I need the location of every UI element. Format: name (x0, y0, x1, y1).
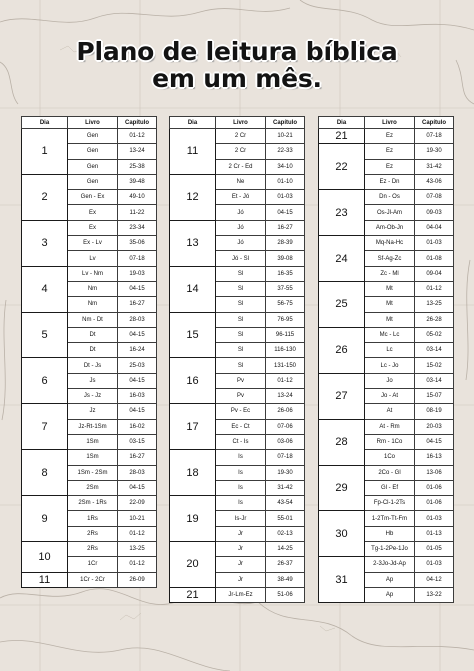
chapters-cell: 35-06 (118, 236, 157, 251)
chapters-cell: 01-08 (415, 251, 454, 266)
header-day: Dia (170, 117, 216, 129)
book-cell: 1Sm (68, 450, 118, 465)
chapters-cell: 28-03 (118, 465, 157, 480)
book-cell: Ez (365, 159, 415, 174)
book-cell: Sl (216, 343, 266, 358)
book-cell: Jó (216, 236, 266, 251)
book-cell: Et - Jó (216, 190, 266, 205)
chapters-cell: 26-06 (266, 404, 305, 419)
header-book: Livro (216, 117, 266, 129)
reading-row (22, 450, 157, 465)
chapters-cell: 23-34 (118, 220, 157, 235)
chapters-cell: 38-49 (266, 572, 305, 587)
reading-row (170, 312, 305, 327)
book-cell: Sl (216, 297, 266, 312)
reading-row (170, 129, 305, 144)
reading-row (319, 511, 454, 526)
chapters-cell: 04-15 (118, 480, 157, 495)
chapters-cell: 13-22 (415, 587, 454, 602)
book-cell: Jr (216, 572, 266, 587)
chapters-cell: 01-03 (415, 236, 454, 251)
book-cell: 1Sm (68, 434, 118, 449)
chapters-cell: 56-75 (266, 297, 305, 312)
chapters-cell: 22-09 (118, 496, 157, 511)
chapters-cell: 01-12 (415, 281, 454, 296)
reading-row (319, 557, 454, 572)
day-number: 21 (319, 129, 365, 144)
chapters-cell: 07-08 (415, 190, 454, 205)
book-cell: 1Cr - 2Cr (68, 572, 118, 587)
day-number: 10 (22, 542, 68, 573)
chapters-cell: 15-07 (415, 389, 454, 404)
chapters-cell: 76-95 (266, 312, 305, 327)
reading-row (319, 129, 454, 144)
book-cell: 2Rs (68, 526, 118, 541)
chapters-cell: 51-06 (266, 587, 305, 602)
reading-row (170, 450, 305, 465)
book-cell: At (365, 404, 415, 419)
chapters-cell: 39-08 (266, 251, 305, 266)
day-number: 28 (319, 419, 365, 465)
book-cell: 2Sm - 1Rs (68, 496, 118, 511)
book-cell: Gl - Ef (365, 480, 415, 495)
reading-table-3 (318, 116, 454, 603)
chapters-cell: 05-02 (415, 327, 454, 342)
day-number: 22 (319, 144, 365, 190)
reading-row (170, 496, 305, 511)
book-cell: Ec - Ct (216, 419, 266, 434)
chapters-cell: 10-21 (266, 129, 305, 144)
book-cell: Jo - At (365, 389, 415, 404)
day-number: 2 (22, 174, 68, 220)
book-cell: 1Co (365, 450, 415, 465)
chapters-cell: 04-15 (415, 434, 454, 449)
book-cell: At - Rm (365, 419, 415, 434)
chapters-cell: 16-27 (118, 450, 157, 465)
book-cell: Mt (365, 281, 415, 296)
chapters-cell: 131-150 (266, 358, 305, 373)
reading-row (319, 281, 454, 296)
reading-row (22, 404, 157, 419)
chapters-cell: 20-03 (415, 419, 454, 434)
page-title (0, 38, 474, 92)
header-book: Livro (365, 117, 415, 129)
header-chapters: Capítulo (118, 117, 157, 129)
book-cell: Gen (68, 159, 118, 174)
book-cell: Gen (68, 129, 118, 144)
book-cell: Sl (216, 327, 266, 342)
reading-row (319, 419, 454, 434)
chapters-cell: 07-06 (266, 419, 305, 434)
book-cell: Jó (216, 205, 266, 220)
day-number: 16 (170, 358, 216, 404)
reading-row (170, 358, 305, 373)
day-number: 24 (319, 236, 365, 282)
book-cell: Zc - Ml (365, 266, 415, 281)
book-cell: Gen (68, 144, 118, 159)
chapters-cell: 01-12 (266, 373, 305, 388)
chapters-cell: 28-39 (266, 236, 305, 251)
book-cell: 2-3Jo-Jd-Ap (365, 557, 415, 572)
book-cell: Gen (68, 174, 118, 189)
book-cell: Os-Jl-Am (365, 205, 415, 220)
day-number: 6 (22, 358, 68, 404)
book-cell: Sl (216, 281, 266, 296)
book-cell: Js - Jz (68, 389, 118, 404)
reading-table-1 (21, 116, 157, 588)
day-number: 4 (22, 266, 68, 312)
chapters-cell: 07-18 (118, 251, 157, 266)
title-line-1: Plano de leitura bíblica (76, 37, 398, 66)
book-cell: Rm - 1Co (365, 434, 415, 449)
book-cell: Pv (216, 389, 266, 404)
book-cell: Ex (68, 220, 118, 235)
book-cell: Is (216, 450, 266, 465)
chapters-cell: 49-10 (118, 190, 157, 205)
chapters-cell: 01-12 (118, 129, 157, 144)
book-cell: Tg-1-2Pe-1Jo (365, 542, 415, 557)
chapters-cell: 04-04 (415, 220, 454, 235)
day-number: 3 (22, 220, 68, 266)
book-cell: Js (68, 373, 118, 388)
chapters-cell: 03-14 (415, 343, 454, 358)
book-cell: Nm (68, 297, 118, 312)
reading-row (22, 312, 157, 327)
day-number: 1 (22, 129, 68, 175)
chapters-cell: 09-04 (415, 266, 454, 281)
chapters-cell: 19-30 (415, 144, 454, 159)
book-cell: Lc - Jo (365, 358, 415, 373)
book-cell: Is (216, 496, 266, 511)
day-number: 12 (170, 174, 216, 220)
chapters-cell: 09-03 (415, 205, 454, 220)
chapters-cell: 04-15 (266, 205, 305, 220)
reading-row (22, 174, 157, 189)
day-number: 13 (170, 220, 216, 266)
chapters-cell: 13-25 (415, 297, 454, 312)
book-cell: Sl (216, 312, 266, 327)
chapters-cell: 13-24 (118, 144, 157, 159)
book-cell: Dt - Js (68, 358, 118, 373)
chapters-cell: 37-55 (266, 281, 305, 296)
book-cell: Jz-Rt-1Sm (68, 419, 118, 434)
book-cell: 1Rs (68, 511, 118, 526)
book-cell: 2Co - Gl (365, 465, 415, 480)
book-cell: Hb (365, 526, 415, 541)
reading-row (22, 496, 157, 511)
day-number: 19 (170, 496, 216, 542)
chapters-cell: 116-130 (266, 343, 305, 358)
header-book: Livro (68, 117, 118, 129)
chapters-cell: 13-25 (118, 542, 157, 557)
chapters-cell: 02-13 (266, 526, 305, 541)
chapters-cell: 15-02 (415, 358, 454, 373)
book-cell: Dn - Os (365, 190, 415, 205)
book-cell: 2 Cr (216, 144, 266, 159)
book-cell: Mt (365, 297, 415, 312)
reading-row (319, 465, 454, 480)
book-cell: Jó - Sl (216, 251, 266, 266)
chapters-cell: 08-19 (415, 404, 454, 419)
chapters-cell: 16-02 (118, 419, 157, 434)
header-chapters: Capítulo (266, 117, 305, 129)
chapters-cell: 01-05 (415, 542, 454, 557)
day-number: 26 (319, 327, 365, 373)
chapters-cell: 16-35 (266, 266, 305, 281)
book-cell: Jr (216, 542, 266, 557)
book-cell: 1-2Tm-Tt-Fm (365, 511, 415, 526)
book-cell: Am-Ob-Jn (365, 220, 415, 235)
day-number: 17 (170, 404, 216, 450)
chapters-cell: 07-18 (415, 129, 454, 144)
title-line-2: em um mês. (152, 64, 322, 93)
day-number: 15 (170, 312, 216, 358)
book-cell: Ct - Is (216, 434, 266, 449)
book-cell: Pv (216, 373, 266, 388)
book-cell: Mq-Na-Hc (365, 236, 415, 251)
reading-row (170, 266, 305, 281)
chapters-cell: 11-22 (118, 205, 157, 220)
chapters-cell: 28-03 (118, 312, 157, 327)
reading-row (170, 587, 305, 602)
reading-row (22, 358, 157, 373)
chapters-cell: 01-13 (415, 526, 454, 541)
book-cell: Ap (365, 572, 415, 587)
reading-row (319, 373, 454, 388)
book-cell: Jr (216, 526, 266, 541)
day-number: 11 (22, 572, 68, 587)
chapters-cell: 43-54 (266, 496, 305, 511)
chapters-cell: 01-03 (266, 190, 305, 205)
book-cell: Nm - Dt (68, 312, 118, 327)
reading-row (319, 236, 454, 251)
chapters-cell: 31-42 (415, 159, 454, 174)
day-number: 27 (319, 373, 365, 419)
chapters-cell: 04-12 (415, 572, 454, 587)
reading-table-2 (169, 116, 305, 603)
book-cell: Is (216, 480, 266, 495)
reading-row (319, 144, 454, 159)
chapters-cell: 26-09 (118, 572, 157, 587)
reading-row (22, 542, 157, 557)
header-day: Dia (22, 117, 68, 129)
chapters-cell: 01-06 (415, 480, 454, 495)
book-cell: Jz (68, 404, 118, 419)
book-cell: Lc (365, 343, 415, 358)
reading-row (22, 220, 157, 235)
header-chapters: Capítulo (415, 117, 454, 129)
day-number: 21 (170, 587, 216, 602)
day-number: 20 (170, 542, 216, 588)
chapters-cell: 14-25 (266, 542, 305, 557)
book-cell: Is-Jr (216, 511, 266, 526)
chapters-cell: 19-03 (118, 266, 157, 281)
book-cell: Dt (68, 343, 118, 358)
book-cell: Sf-Ag-Zc (365, 251, 415, 266)
reading-row (170, 404, 305, 419)
chapters-cell: 13-24 (266, 389, 305, 404)
reading-row (170, 542, 305, 557)
chapters-cell: 34-10 (266, 159, 305, 174)
chapters-cell: 43-06 (415, 174, 454, 189)
book-cell: Mc - Lc (365, 327, 415, 342)
chapters-cell: 26-37 (266, 557, 305, 572)
book-cell: Jr-Lm-Ez (216, 587, 266, 602)
day-number: 14 (170, 266, 216, 312)
chapters-cell: 01-10 (266, 174, 305, 189)
chapters-cell: 07-18 (266, 450, 305, 465)
book-cell: Ex - Lv (68, 236, 118, 251)
book-cell: Dt (68, 327, 118, 342)
chapters-cell: 16-27 (118, 297, 157, 312)
reading-row (319, 327, 454, 342)
book-cell: Gen - Ex (68, 190, 118, 205)
book-cell: Lv - Nm (68, 266, 118, 281)
day-number: 9 (22, 496, 68, 542)
chapters-cell: 55-01 (266, 511, 305, 526)
book-cell: 2 Cr - Ed (216, 159, 266, 174)
chapters-cell: 01-12 (118, 526, 157, 541)
book-cell: Pv - Ec (216, 404, 266, 419)
header-day: Dia (319, 117, 365, 129)
book-cell: Jo (365, 373, 415, 388)
book-cell: Ez (365, 129, 415, 144)
day-number: 29 (319, 465, 365, 511)
book-cell: Nm (68, 281, 118, 296)
chapters-cell: 13-06 (415, 465, 454, 480)
chapters-cell: 04-15 (118, 404, 157, 419)
chapters-cell: 03-06 (266, 434, 305, 449)
chapters-cell: 01-06 (415, 496, 454, 511)
day-number: 11 (170, 129, 216, 175)
chapters-cell: 16-13 (415, 450, 454, 465)
day-number: 7 (22, 404, 68, 450)
reading-row (22, 266, 157, 281)
book-cell: Sl (216, 266, 266, 281)
book-cell: Ap (365, 587, 415, 602)
book-cell: Is (216, 465, 266, 480)
book-cell: 2Sm (68, 480, 118, 495)
book-cell: Jó (216, 220, 266, 235)
reading-row (22, 572, 157, 587)
chapters-cell: 31-42 (266, 480, 305, 495)
book-cell: Sl (216, 358, 266, 373)
chapters-cell: 01-03 (415, 557, 454, 572)
chapters-cell: 39-48 (118, 174, 157, 189)
book-cell: Jr (216, 557, 266, 572)
chapters-cell: 04-15 (118, 327, 157, 342)
book-cell: 1Sm - 2Sm (68, 465, 118, 480)
book-cell: Ne (216, 174, 266, 189)
day-number: 23 (319, 190, 365, 236)
chapters-cell: 96-115 (266, 327, 305, 342)
day-number: 8 (22, 450, 68, 496)
book-cell: Mt (365, 312, 415, 327)
book-cell: Ez (365, 144, 415, 159)
reading-row (22, 129, 157, 144)
book-cell: Ex (68, 205, 118, 220)
chapters-cell: 03-14 (415, 373, 454, 388)
day-number: 25 (319, 281, 365, 327)
day-number: 31 (319, 557, 365, 603)
day-number: 18 (170, 450, 216, 496)
chapters-cell: 01-12 (118, 557, 157, 572)
chapters-cell: 04-15 (118, 373, 157, 388)
chapters-cell: 25-38 (118, 159, 157, 174)
book-cell: Lv (68, 251, 118, 266)
chapters-cell: 16-03 (118, 389, 157, 404)
chapters-cell: 04-15 (118, 281, 157, 296)
day-number: 5 (22, 312, 68, 358)
chapters-cell: 25-03 (118, 358, 157, 373)
chapters-cell: 26-28 (415, 312, 454, 327)
day-number: 30 (319, 511, 365, 557)
chapters-cell: 16-27 (266, 220, 305, 235)
reading-row (319, 190, 454, 205)
book-cell: 2 Cr (216, 129, 266, 144)
book-cell: 2Rs (68, 542, 118, 557)
chapters-cell: 16-24 (118, 343, 157, 358)
book-cell: Ez - Dn (365, 174, 415, 189)
book-cell: Fp-Cl-1-2Ts (365, 496, 415, 511)
chapters-cell: 03-15 (118, 434, 157, 449)
chapters-cell: 22-33 (266, 144, 305, 159)
book-cell: 1Cr (68, 557, 118, 572)
chapters-cell: 01-03 (415, 511, 454, 526)
reading-row (170, 174, 305, 189)
chapters-cell: 19-30 (266, 465, 305, 480)
chapters-cell: 10-21 (118, 511, 157, 526)
reading-row (170, 220, 305, 235)
